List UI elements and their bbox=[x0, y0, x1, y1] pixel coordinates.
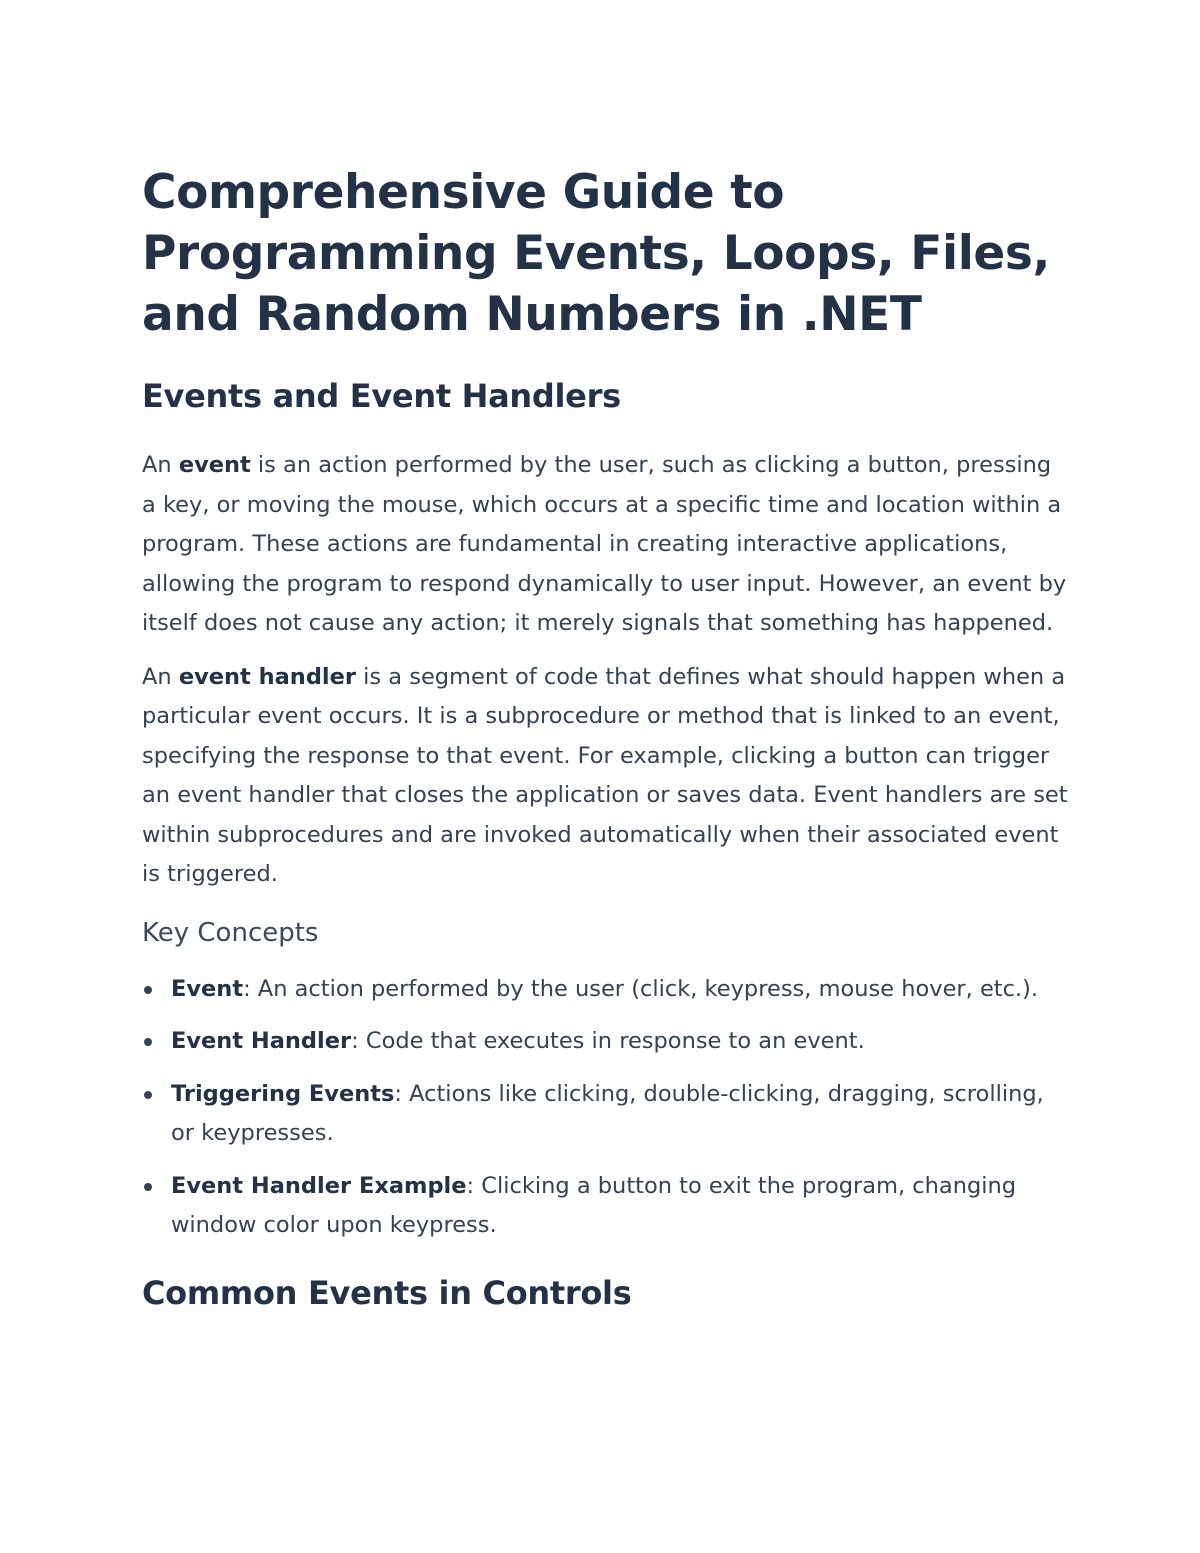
list-item-text: : An action performed by the user (click, keypress, mouse hover, etc.). bbox=[243, 975, 1039, 1002]
list-item-text: : Clicking a button to exit the program, changing window color upon keypress. bbox=[171, 1172, 1017, 1238]
document-page bbox=[142, 162, 1072, 1314]
key-concepts-list bbox=[142, 970, 1072, 1246]
bullet-icon bbox=[144, 1183, 152, 1191]
paragraph-lead: An bbox=[142, 663, 179, 690]
list-item-term: Event Handler bbox=[171, 1028, 352, 1054]
list-item bbox=[142, 1075, 1072, 1154]
paragraph-event bbox=[142, 446, 1072, 644]
bullet-icon bbox=[144, 1038, 152, 1046]
list-item bbox=[142, 1167, 1072, 1246]
document-title: Comprehensive Guide to Programming Events, Loops, Files, and Random Numbers in .NET bbox=[142, 165, 1050, 342]
list-item-term: Event Handler Example bbox=[171, 1172, 467, 1199]
paragraph-lead: An bbox=[142, 452, 179, 478]
subheading-key-concepts: Key Concepts bbox=[142, 917, 319, 948]
list-item bbox=[142, 970, 1072, 1010]
list-item bbox=[142, 1022, 1072, 1062]
section-heading-events: Events and Event Handlers bbox=[142, 377, 621, 415]
paragraph-event-handler bbox=[142, 658, 1072, 895]
list-item-term: Triggering Events bbox=[171, 1080, 395, 1107]
term-event-handler: event handler bbox=[178, 663, 356, 690]
paragraph-text: is a segment of code that defines what should happen when a particular event occurs. It is a subprocedure or method that is linked to an event, specifying the response to that event. For example, clicking a button can trigger an event handler that closes the application or saves data. Event handlers are set within subprocedures and are invoked automatically when their associated event is triggered. bbox=[142, 663, 1068, 887]
list-item-text: : Code that executes in response to an event. bbox=[351, 1028, 865, 1054]
list-item-term: Event bbox=[171, 975, 244, 1002]
bullet-icon bbox=[144, 1091, 152, 1099]
bullet-icon bbox=[144, 986, 152, 994]
section-heading-common-events: Common Events in Controls bbox=[142, 1273, 632, 1312]
term-event: event bbox=[178, 452, 251, 478]
list-item-text: : Actions like clicking, double-clicking, dragging, scrolling, or keypresses. bbox=[171, 1080, 1044, 1146]
paragraph-text: is an action performed by the user, such as clicking a button, pressing a key, or moving the mouse, which occurs at a specific time and location within a program. These actions are fundamental in creating interactive applications, allowing the program to respond dynamically to user input. However, an event by itself does not cause any action; it merely signals that something has happened. bbox=[142, 452, 1067, 636]
